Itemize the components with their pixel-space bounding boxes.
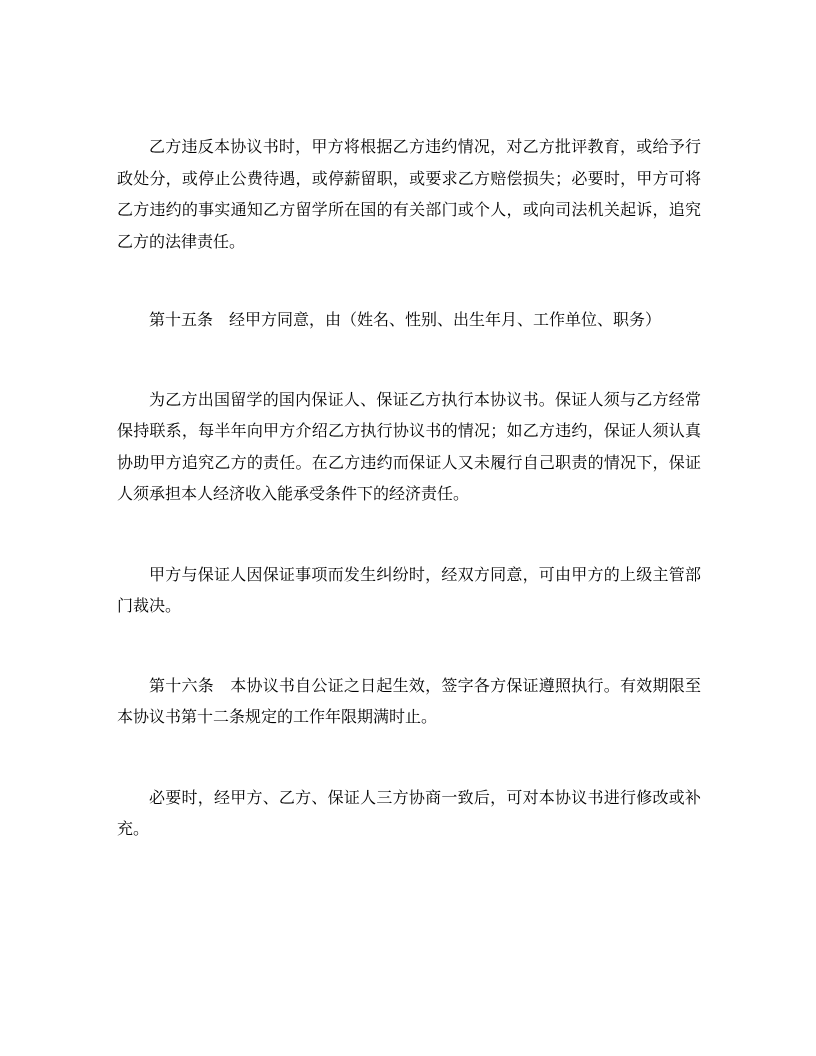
article-15-heading <box>117 304 701 336</box>
paragraph-breach-consequences: 乙方违反本协议书时，甲方将根据乙方违约情况，对乙方批评教育，或给予行政处分，或停止公费待遇，或停薪留职，或要求乙方赔偿损失；必要时，甲方可将乙方违约的事实通知乙方留学所在国的有关部门或个人，或向司法机关起诉，追究乙方的法律责任。 <box>117 137 701 251</box>
article-16-number: 第十六条 <box>149 675 214 695</box>
article-15-number: 第十五条 <box>149 310 214 329</box>
paragraph-guarantor-duties: 为乙方出国留学的国内保证人、保证乙方执行本协议书。保证人须与乙方经常保持联系，每半年向甲方介绍乙方执行协议书的情况；如乙方违约，保证人须认真协助甲方追究乙方的责任。在乙方违约而保证人又未履行自己职责的情况下，保证人须承担本人经济收入能承受条件下的经济责任。 <box>117 389 701 503</box>
paragraph-amendment: 必要时，经甲方、乙方、保证人三方协商一致后，可对本协议书进行修改或补充。 <box>117 787 701 838</box>
article-15-text: 经甲方同意，由（姓名、性别、出生年月、工作单位、职务） <box>229 310 662 329</box>
article-16-paragraph <box>117 670 701 733</box>
paragraph-dispute-resolution: 甲方与保证人因保证事项而发生纠纷时，经双方同意，可由甲方的上级主管部门裁决。 <box>117 564 701 615</box>
article-16-text: 本协议书自公证之日起生效，签字各方保证遵照执行。有效期限至本协议书第十二条规定的工作年限期满时止。 <box>117 675 701 726</box>
document-body <box>117 131 701 845</box>
